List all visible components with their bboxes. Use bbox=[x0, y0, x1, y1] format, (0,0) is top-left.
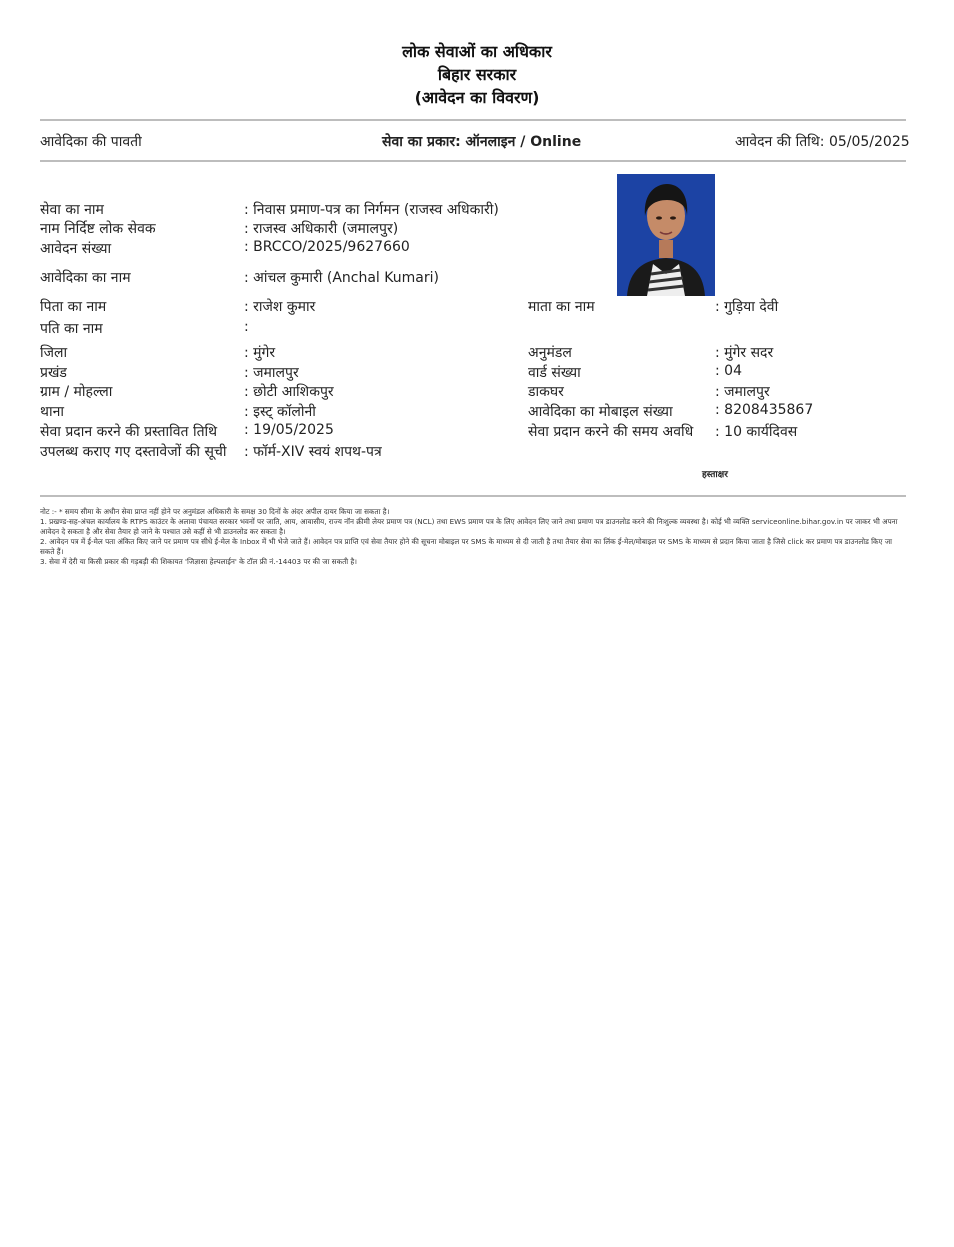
value-district: : मुंगेर bbox=[244, 345, 276, 361]
value-proposed-date: : 19/05/2025 bbox=[244, 422, 334, 438]
application-date bbox=[735, 132, 910, 151]
receipt-label: आवेदिका की पावती bbox=[40, 134, 142, 150]
value-mobile: : 8208435867 bbox=[715, 402, 814, 418]
application-date-value: 05/05/2025 bbox=[828, 134, 910, 150]
value-service-period: : 10 कार्यदिवस bbox=[715, 424, 798, 440]
label-mobile: आवेदिका का मोबाइल संख्या bbox=[528, 404, 673, 420]
label-subdivision: अनुमंडल bbox=[528, 345, 572, 361]
divider-middle bbox=[40, 160, 906, 162]
divider-bottom bbox=[40, 495, 906, 497]
note-item: 3. सेवा में देरी या किसी प्रकार की गड़बड़ी की शिकायत 'जिज्ञासा हेल्पलाईन' के टॉल फ्री नं.-14403 पर की जा सकती है। bbox=[40, 557, 357, 566]
label-designated-servant: नाम निर्दिष्ट लोक सेवक bbox=[40, 221, 156, 237]
label-police-station: थाना bbox=[40, 404, 64, 420]
header-title: लोक सेवाओं का अधिकार bbox=[402, 42, 552, 61]
service-type-label: सेवा का प्रकार: bbox=[382, 134, 461, 150]
label-applicant-name: आवेदिका का नाम bbox=[40, 270, 131, 286]
note-item: नोट :- * समय सीमा के अधीन सेवा प्राप्त नहीं होने पर अनुमंडल अधिकारी के समक्ष 30 दिनों के अंदर अपील दायर किया जा सकता है। bbox=[40, 507, 390, 516]
label-ward-no: वार्ड संख्या bbox=[528, 365, 581, 381]
label-documents: उपलब्ध कराए गए दस्तावेजों की सूची bbox=[40, 444, 227, 460]
applicant-photo bbox=[617, 174, 715, 296]
notes-section bbox=[40, 507, 906, 567]
service-type-value: ऑनलाइन / Online bbox=[465, 134, 582, 150]
label-application-no: आवेदन संख्या bbox=[40, 241, 112, 257]
value-husband-name: : bbox=[244, 319, 249, 335]
label-service-name: सेवा का नाम bbox=[40, 202, 104, 218]
value-designated-servant: : राजस्व अधिकारी (जमालपुर) bbox=[244, 221, 399, 237]
label-district: जिला bbox=[40, 345, 68, 361]
label-service-period: सेवा प्रदान करने की समय अवधि bbox=[528, 424, 694, 440]
service-type bbox=[382, 132, 581, 151]
value-subdivision: : मुंगेर सदर bbox=[715, 345, 774, 361]
value-village: : छोटी आशिकपुर bbox=[244, 384, 334, 400]
value-mother-name: : गुड़िया देवी bbox=[715, 299, 779, 315]
signature-label: हस्ताक्षर bbox=[702, 470, 728, 480]
label-mother-name: माता का नाम bbox=[528, 299, 595, 315]
label-father-name: पिता का नाम bbox=[40, 299, 107, 315]
value-police-station: : इस्ट् कॉलोनी bbox=[244, 404, 316, 420]
application-date-label: आवेदन की तिथि: bbox=[735, 134, 825, 150]
header-subtitle: (आवेदन का विवरण) bbox=[414, 88, 540, 107]
value-ward-no: : 04 bbox=[715, 363, 742, 379]
divider-top bbox=[40, 119, 906, 121]
label-village: ग्राम / मोहल्ला bbox=[40, 384, 113, 400]
value-post-office: : जमालपुर bbox=[715, 384, 770, 400]
label-proposed-date: सेवा प्रदान करने की प्रस्तावित तिथि bbox=[40, 424, 218, 440]
value-father-name: : राजेश कुमार bbox=[244, 299, 316, 315]
note-item: 2. आवेदन पत्र में ई-मेल पता अंकित किए जाने पर प्रमाण पत्र सीधे ई-मेल के Inbox में भी भेजे जाते हैं। आवेदन पत्र प्राप्ति एवं सेवा तैयार होने की सूचना मोबाइल पर SMS के माध्यम से दी जाती है तथा तैयार सेवा का लिंक ई-मेल/मोबाइल पर SMS के माध्यम से प्रदान किया जाता है जिसे click कर प्रमाण पत्र डाउनलोड किए जा सकते हैं। bbox=[40, 537, 893, 556]
label-husband-name: पति का नाम bbox=[40, 321, 103, 337]
value-block: : जमालपुर bbox=[244, 365, 299, 381]
value-application-no: : BRCCO/2025/9627660 bbox=[244, 239, 410, 255]
value-service-name: : निवास प्रमाण-पत्र का निर्गमन (राजस्व अधिकारी) bbox=[244, 202, 499, 218]
value-applicant-name: : आंचल कुमारी (Anchal Kumari) bbox=[244, 270, 439, 286]
label-post-office: डाकघर bbox=[528, 384, 564, 400]
label-block: प्रखंड bbox=[40, 365, 67, 381]
note-item: 1. प्रखण्ड-सह-अंचल कार्यालय के RTPS काउंटर के अलावा पंचायत सरकार भवनों पर जाति, आय, आवासीय, राज्य नॉन क्रीमी लेयर प्रमाण पत्र (NCL) तथा EWS प्रमाण पत्र के लिए आवेदन लिए जाने तथा प्रमाण पत्र डाउनलोड करने की निःशुल्क व्यवस्था है। कोई भी व्यक्ति serviceonline.bihar.gov.in पर जाकर भी अपना आवेदन दे सकता है और सेवा तैयार हो जाने के पश्चात उसे कहीं से भी डाउनलोड कर सकता है। bbox=[40, 517, 898, 536]
header-state: बिहार सरकार bbox=[437, 65, 517, 84]
value-documents: : फॉर्म-XIV स्वयं शपथ-पत्र bbox=[244, 444, 382, 460]
